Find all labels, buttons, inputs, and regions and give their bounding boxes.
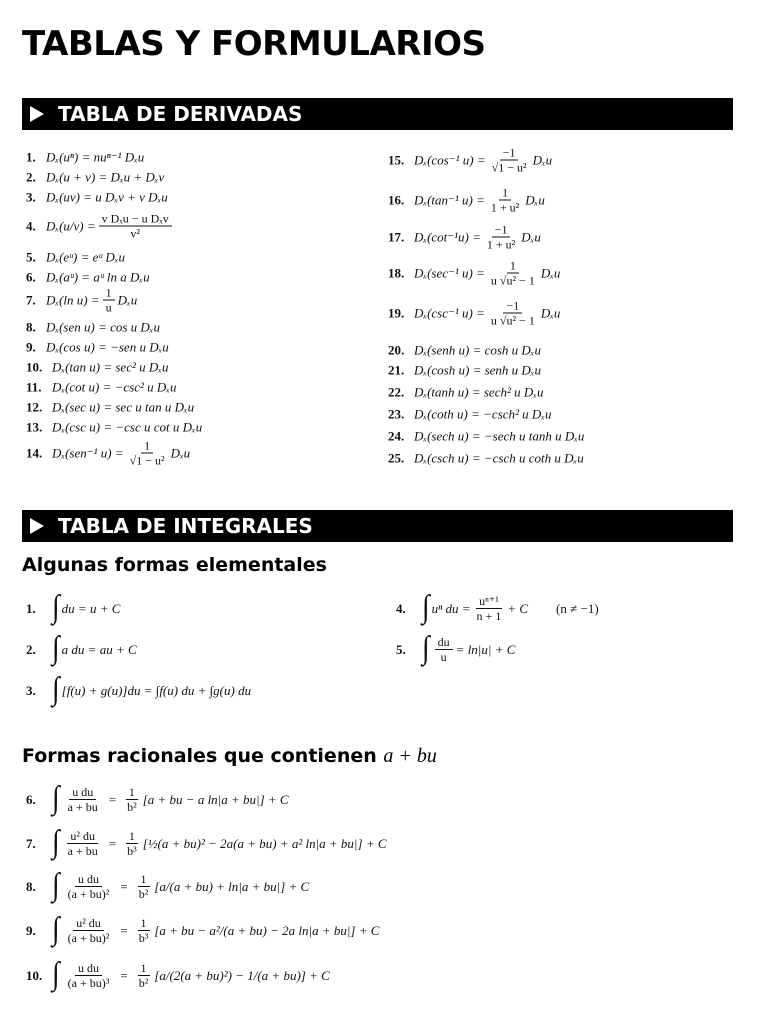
integral-sign-icon: ∫ [52, 780, 60, 817]
formula-rhs: Dₓu [170, 445, 191, 461]
formula-number: 17. [388, 229, 405, 245]
formula-text: Dₓ(csch u) = −csch u coth u Dₓu [414, 450, 584, 466]
fraction [65, 873, 113, 900]
denominator: b² [138, 975, 149, 990]
section-title: TABLA DE INTEGRALES [58, 514, 313, 538]
formula-number: 2. [26, 641, 36, 657]
triangle-bullet-icon [30, 106, 44, 122]
section-title: TABLA DE DERIVADAS [58, 102, 303, 126]
formula-text: Dₓ(sec u) = sec u tan u Dₓu [52, 399, 195, 415]
denominator: n + 1 [476, 608, 502, 623]
formula [388, 430, 584, 443]
formula-rhs: Dₓu [521, 229, 541, 245]
equals-sign: = [108, 835, 117, 851]
formula-rhs: [a/(2(a + bu)²) − 1/(a + bu)] + C [154, 967, 330, 983]
formula [388, 147, 552, 174]
formula-number: 12. [26, 399, 43, 415]
denominator: u [440, 649, 447, 664]
denominator: b³ [138, 930, 149, 945]
formula [26, 440, 190, 467]
formula-number: 4. [26, 218, 36, 234]
formula-text: Dₓ(uⁿ) = nuⁿ⁻¹ Dₓu [46, 149, 145, 165]
fraction [484, 224, 518, 251]
fraction [99, 213, 172, 240]
formula-number: 20. [388, 342, 405, 358]
formula-number: 2. [26, 169, 36, 185]
section-header-integrales [22, 510, 733, 542]
formula-lhs: Dₓ(sec⁻¹ u) = [414, 265, 485, 281]
numerator: v Dₓu − u Dₓv [99, 213, 172, 227]
formula-rhs: = ln|u| + C [455, 641, 516, 657]
numerator: 1 [138, 962, 150, 976]
fraction [136, 917, 152, 944]
numerator: du [435, 636, 453, 650]
integral-sign-icon: ∫ [52, 956, 60, 993]
formula-number: 3. [26, 189, 36, 205]
denominator: v² [130, 226, 140, 241]
formula-text: Dₓ(cot u) = −csc² u Dₓu [52, 379, 177, 395]
formula [26, 956, 330, 993]
denominator: 1 + u² [486, 237, 516, 252]
integral-sign-icon: ∫ [422, 630, 430, 667]
section-header-derivadas [22, 98, 733, 130]
numerator: u² du [73, 917, 104, 931]
formula [26, 867, 310, 904]
numerator: 1 [499, 187, 511, 201]
numerator: 1 [126, 830, 138, 844]
formula-rhs: [a + bu − a²/(a + bu) − 2a ln|a + bu|] + C [154, 922, 380, 938]
formula-lhs: Dₓ(sen⁻¹ u) = [52, 445, 124, 461]
formula-number: 6. [26, 269, 36, 285]
formula [26, 171, 164, 184]
formula-number: 25. [388, 450, 405, 466]
formula-text: Dₓ(u + v) = Dₓu + Dₓv [46, 169, 165, 185]
formula-text: Dₓ(sen u) = cos u Dₓu [46, 319, 161, 335]
fraction [127, 440, 168, 467]
formula-number: 3. [26, 682, 36, 698]
denominator: 1 + u² [490, 200, 520, 215]
integral-sign-icon: ∫ [52, 911, 60, 948]
formula-rhs: Dₓu [525, 192, 545, 208]
formula [26, 251, 125, 264]
denominator: a + bu [67, 799, 98, 814]
equals-sign: = [120, 878, 128, 894]
formula [388, 260, 560, 287]
formula [26, 341, 169, 354]
formula-number: 5. [26, 249, 36, 265]
formula [388, 224, 541, 251]
formula-number: 10. [26, 967, 43, 983]
fraction [488, 260, 538, 287]
fraction [136, 962, 152, 989]
numerator: 1 [126, 786, 138, 800]
fraction [488, 187, 522, 214]
fraction [103, 287, 115, 314]
formula [26, 671, 252, 708]
formula [388, 187, 545, 214]
formula [388, 452, 584, 465]
formula-rhs: Dₓu [540, 305, 561, 321]
formula-number: 16. [388, 192, 405, 208]
formula-text: Dₓ(eᵘ) = eᵘ Dₓu [46, 249, 126, 265]
formula-lhs: Dₓ(ln u) = [46, 292, 100, 308]
formula [26, 213, 175, 240]
formula [396, 630, 516, 667]
formula-rhs: [a/(a + bu) + ln|a + bu|] + C [154, 878, 310, 894]
formula-text: [f(u) + g(u)]du = ∫f(u) du + ∫g(u) du [61, 682, 252, 698]
denominator: (a + bu)² [67, 886, 110, 901]
formula [26, 381, 177, 394]
formula-lhs: Dₓ(u/v) = [46, 218, 96, 234]
formula-note: (n ≠ −1) [556, 600, 599, 616]
formula-number: 8. [26, 878, 36, 894]
formula [26, 421, 202, 434]
formula-lhs: Dₓ(csc⁻¹ u) = [414, 305, 485, 321]
formula-number: 9. [26, 339, 36, 355]
formula [26, 191, 168, 204]
fraction [65, 962, 113, 989]
formula-number: 11. [26, 379, 42, 395]
fraction [488, 300, 538, 327]
formula-text: Dₓ(tan u) = sec² u Dₓu [52, 359, 169, 375]
fraction [65, 917, 113, 944]
formula-number: 1. [26, 149, 36, 165]
denominator: √1 − u² [129, 453, 165, 468]
numerator: u du [75, 962, 102, 976]
formula-rhs: + C [507, 600, 529, 616]
numerator: uⁿ⁺¹ [476, 595, 502, 609]
formula-text: Dₓ(sech u) = −sech u tanh u Dₓu [414, 428, 585, 444]
equals-sign: = [108, 791, 117, 807]
formula-number: 19. [388, 305, 405, 321]
numerator: 1 [138, 917, 150, 931]
integral-sign-icon: ∫ [52, 671, 60, 708]
formula-number: 1. [26, 600, 36, 616]
formula-number: 15. [388, 152, 405, 168]
denominator: a + bu [67, 843, 98, 858]
numerator: u² du [67, 830, 98, 844]
fraction [65, 786, 101, 813]
formula [388, 408, 552, 421]
formula-number: 8. [26, 319, 36, 335]
formula-number: 10. [26, 359, 43, 375]
formula-number: 5. [396, 641, 406, 657]
formula-number: 7. [26, 835, 36, 851]
formula-lhs: Dₓ(cos⁻¹ u) = [414, 152, 486, 168]
formula-number: 4. [396, 600, 406, 616]
numerator: 1 [103, 287, 115, 301]
fraction [474, 595, 505, 622]
denominator: b² [127, 799, 137, 814]
denominator: u [105, 300, 112, 315]
denominator: √1 − u² [491, 160, 527, 175]
formula [396, 589, 599, 626]
numerator: 1 [141, 440, 153, 454]
formula [26, 911, 380, 948]
numerator: u du [69, 786, 96, 800]
formula [26, 151, 144, 164]
fraction [489, 147, 530, 174]
formula-number: 22. [388, 384, 405, 400]
numerator: −1 [492, 224, 511, 238]
formula-number: 6. [26, 791, 36, 807]
formula-text: Dₓ(uv) = u Dₓv + v Dₓu [46, 189, 168, 205]
formula-rhs: [a + bu − a ln|a + bu|] + C [142, 791, 289, 807]
formula-number: 13. [26, 419, 43, 435]
formula-rhs: Dₓu [532, 152, 553, 168]
numerator: 1 [507, 260, 519, 274]
formula-rhs: Dₓu [540, 265, 561, 281]
page-title: TABLAS Y FORMULARIOS [22, 24, 486, 64]
denominator: u √u² − 1 [490, 313, 535, 328]
formula [26, 401, 194, 414]
formula [388, 344, 541, 357]
numerator: −1 [500, 147, 519, 161]
fraction [124, 830, 140, 857]
integral-sign-icon: ∫ [52, 824, 60, 861]
formula-number: 18. [388, 265, 405, 281]
formula [388, 364, 541, 377]
denominator: (a + bu)² [67, 930, 110, 945]
formula-lhs: Dₓ(tan⁻¹ u) = [414, 192, 485, 208]
formula-number: 7. [26, 292, 36, 308]
formula-text: Dₓ(cosh u) = senh u Dₓu [414, 362, 542, 378]
formula-lhs: uⁿ du = [431, 600, 471, 616]
formula [26, 630, 137, 667]
equals-sign: = [120, 967, 128, 983]
formula-text: Dₓ(csc u) = −csc u cot u Dₓu [52, 419, 203, 435]
integral-sign-icon: ∫ [52, 867, 60, 904]
formula-text: Dₓ(coth u) = −csch² u Dₓu [414, 406, 552, 422]
subsection-racionales: Formas racionales que contienen a + bu [22, 745, 437, 767]
integral-sign-icon: ∫ [422, 589, 430, 626]
formula-rhs: [½(a + bu)² − 2a(a + bu) + a² ln|a + bu|] + C [142, 835, 387, 851]
denominator: u √u² − 1 [490, 273, 535, 288]
integral-sign-icon: ∫ [52, 589, 60, 626]
formula-number: 21. [388, 362, 405, 378]
formula [26, 824, 387, 861]
formula [26, 589, 121, 626]
formula-number: 14. [26, 445, 43, 461]
fraction [136, 873, 152, 900]
fraction [124, 786, 140, 813]
denominator: (a + bu)³ [67, 975, 110, 990]
formula-text: Dₓ(senh u) = cosh u Dₓu [414, 342, 542, 358]
formula [26, 361, 168, 374]
formula [388, 386, 543, 399]
formula-number: 24. [388, 428, 405, 444]
formula-lhs: Dₓ(cot⁻¹u) = [414, 229, 481, 245]
formula-text: Dₓ(tanh u) = sech² u Dₓu [414, 384, 544, 400]
formula-text: du = u + C [61, 600, 121, 616]
integral-sign-icon: ∫ [52, 630, 60, 667]
subsection-elementales: Algunas formas elementales [22, 554, 327, 576]
formula [26, 321, 160, 334]
denominator: b³ [127, 843, 137, 858]
formula-text: Dₓ(aᵘ) = aᵘ ln a Dₓu [46, 269, 150, 285]
formula-text: Dₓ(cos u) = −sen u Dₓu [46, 339, 169, 355]
fraction [65, 830, 101, 857]
formula-rhs: Dₓu [117, 292, 138, 308]
formula [26, 780, 289, 817]
numerator: u du [75, 873, 102, 887]
equals-sign: = [120, 922, 128, 938]
formula-text: a du = au + C [61, 641, 137, 657]
formula-number: 23. [388, 406, 405, 422]
formula [26, 287, 137, 314]
formula [26, 271, 150, 284]
fraction [435, 636, 453, 663]
numerator: 1 [138, 873, 150, 887]
denominator: b² [138, 886, 149, 901]
formula-number: 9. [26, 922, 36, 938]
triangle-bullet-icon [30, 518, 44, 534]
numerator: −1 [503, 300, 522, 314]
formula [388, 300, 560, 327]
